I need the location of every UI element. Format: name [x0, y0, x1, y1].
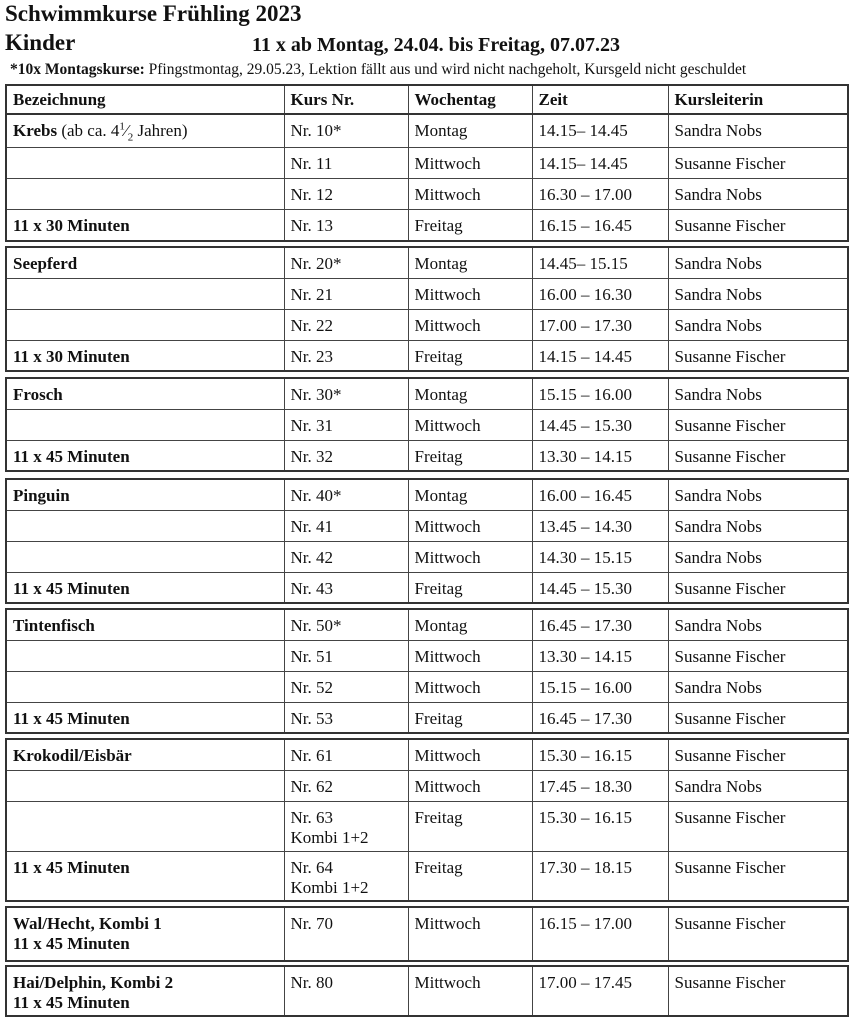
course-nr: Nr. 41	[284, 510, 408, 541]
course-time: 16.45 – 17.30	[532, 609, 668, 640]
course-time: 17.30 – 18.15	[532, 851, 668, 901]
course-teacher: Sandra Nobs	[668, 378, 848, 409]
course-teacher: Susanne Fischer	[668, 210, 848, 241]
course-time: 17.45 – 18.30	[532, 770, 668, 801]
course-day: Mittwoch	[408, 278, 532, 309]
table-row	[6, 671, 848, 702]
course-teacher: Susanne Fischer	[668, 801, 848, 851]
course-day: Freitag	[408, 851, 532, 901]
course-teacher: Susanne Fischer	[668, 409, 848, 440]
course-teacher: Susanne Fischer	[668, 640, 848, 671]
course-day: Mittwoch	[408, 770, 532, 801]
group-duration: 11 x 30 Minuten	[6, 210, 284, 241]
course-group-pinguin	[5, 478, 849, 604]
course-day: Mittwoch	[408, 541, 532, 572]
group-duration: 11 x 45 Minuten	[6, 702, 284, 733]
group-duration: 11 x 45 Minuten	[6, 572, 284, 603]
group-duration: 11 x 45 Minuten	[13, 934, 130, 953]
course-nr: Nr. 64 Kombi 1+2	[284, 851, 408, 901]
group-name: Wal/Hecht, Kombi 1 11 x 45 Minuten	[6, 907, 284, 961]
course-nr: Nr. 42	[284, 541, 408, 572]
group-duration: 11 x 30 Minuten	[6, 340, 284, 371]
course-nr: Nr. 70	[284, 907, 408, 961]
course-time: 16.15 – 16.45	[532, 210, 668, 241]
course-time: 16.00 – 16.30	[532, 278, 668, 309]
course-nr: Nr. 10*	[284, 114, 408, 148]
course-time: 14.15– 14.45	[532, 114, 668, 148]
course-day: Freitag	[408, 340, 532, 371]
table-row	[6, 409, 848, 440]
course-teacher: Sandra Nobs	[668, 609, 848, 640]
column-header-wochentag: Wochentag	[408, 85, 532, 114]
course-nr: Nr. 40*	[284, 479, 408, 510]
course-time: 16.30 – 17.00	[532, 179, 668, 210]
course-teacher: Susanne Fischer	[668, 966, 848, 1016]
course-teacher: Sandra Nobs	[668, 247, 848, 278]
group-duration: 11 x 45 Minuten	[13, 993, 130, 1012]
course-teacher: Sandra Nobs	[668, 770, 848, 801]
page-title: Schwimmkurse Frühling 2023	[5, 1, 302, 26]
table-row	[6, 309, 848, 340]
course-nr: Nr. 21	[284, 278, 408, 309]
table-row	[6, 739, 848, 770]
course-time: 14.45– 15.15	[532, 247, 668, 278]
course-nr-sub: Kombi 1+2	[290, 827, 369, 847]
course-time: 14.30 – 15.15	[532, 541, 668, 572]
course-group-krebs	[5, 113, 849, 242]
group-name: Krokodil/Eisbär	[6, 739, 284, 770]
course-day: Mittwoch	[408, 409, 532, 440]
course-day: Montag	[408, 247, 532, 278]
column-header-zeit: Zeit	[532, 85, 668, 114]
course-nr: Nr. 63 Kombi 1+2	[284, 801, 408, 851]
course-nr-sub: Kombi 1+2	[290, 877, 369, 897]
table-row	[6, 907, 848, 961]
course-teacher: Susanne Fischer	[668, 702, 848, 733]
course-nr: Nr. 61	[284, 739, 408, 770]
column-header-kurs-nr: Kurs Nr.	[284, 85, 408, 114]
course-nr: Nr. 20*	[284, 247, 408, 278]
course-nr: Nr. 32	[284, 440, 408, 471]
course-nr: Nr. 11	[284, 148, 408, 179]
table-row	[6, 572, 848, 603]
course-time: 15.15 – 16.00	[532, 671, 668, 702]
course-day: Mittwoch	[408, 671, 532, 702]
course-nr: Nr. 31	[284, 409, 408, 440]
course-teacher: Sandra Nobs	[668, 278, 848, 309]
course-time: 13.45 – 14.30	[532, 510, 668, 541]
course-time: 17.00 – 17.30	[532, 309, 668, 340]
course-day: Mittwoch	[408, 966, 532, 1016]
course-time: 14.15 – 14.45	[532, 340, 668, 371]
course-day: Montag	[408, 479, 532, 510]
course-teacher: Sandra Nobs	[668, 541, 848, 572]
course-group-tintenfisch	[5, 608, 849, 734]
course-day: Mittwoch	[408, 148, 532, 179]
course-time: 16.45 – 17.30	[532, 702, 668, 733]
course-teacher: Sandra Nobs	[668, 479, 848, 510]
course-teacher: Sandra Nobs	[668, 309, 848, 340]
course-time: 16.15 – 17.00	[532, 907, 668, 961]
group-duration: 11 x 45 Minuten	[6, 851, 284, 901]
table-row	[6, 541, 848, 572]
course-nr: Nr. 12	[284, 179, 408, 210]
course-nr: Nr. 23	[284, 340, 408, 371]
course-time: 15.30 – 16.15	[532, 739, 668, 770]
course-teacher: Sandra Nobs	[668, 179, 848, 210]
group-name: Hai/Delphin, Kombi 2 11 x 45 Minuten	[6, 966, 284, 1016]
course-nr: Nr. 22	[284, 309, 408, 340]
course-group-krokodil-eisbaer	[5, 738, 849, 902]
note-label: *10x Montagskurse:	[10, 61, 145, 78]
column-header-bezeichnung: Bezeichnung	[6, 85, 284, 114]
course-group-frosch	[5, 377, 849, 472]
course-day: Mittwoch	[408, 179, 532, 210]
course-nr: Nr. 43	[284, 572, 408, 603]
course-time: 14.45 – 15.30	[532, 572, 668, 603]
course-nr: Nr. 30*	[284, 378, 408, 409]
course-day: Mittwoch	[408, 739, 532, 770]
table-row	[6, 340, 848, 371]
course-teacher: Sandra Nobs	[668, 671, 848, 702]
monday-note	[10, 61, 746, 79]
course-nr: Nr. 51	[284, 640, 408, 671]
table-row	[6, 247, 848, 278]
group-duration: 11 x 45 Minuten	[6, 440, 284, 471]
course-nr: Nr. 80	[284, 966, 408, 1016]
table-row	[6, 966, 848, 1016]
table-row	[6, 114, 848, 148]
group-name: Frosch	[6, 378, 284, 409]
course-nr: Nr. 53	[284, 702, 408, 733]
table-row	[6, 640, 848, 671]
course-time: 15.15 – 16.00	[532, 378, 668, 409]
course-time: 14.15– 14.45	[532, 148, 668, 179]
group-name: Tintenfisch	[6, 609, 284, 640]
group-name: Seepferd	[6, 247, 284, 278]
course-day: Mittwoch	[408, 309, 532, 340]
table-row	[6, 179, 848, 210]
course-day: Mittwoch	[408, 640, 532, 671]
table-row	[6, 479, 848, 510]
course-teacher: Sandra Nobs	[668, 114, 848, 148]
course-day: Montag	[408, 378, 532, 409]
course-teacher: Susanne Fischer	[668, 572, 848, 603]
course-day: Freitag	[408, 801, 532, 851]
course-nr: Nr. 52	[284, 671, 408, 702]
course-time: 17.00 – 17.45	[532, 966, 668, 1016]
course-day: Freitag	[408, 210, 532, 241]
table-row	[6, 702, 848, 733]
table-row	[6, 851, 848, 901]
table-row	[6, 510, 848, 541]
course-teacher: Susanne Fischer	[668, 440, 848, 471]
table-row	[6, 440, 848, 471]
course-group-wal-hecht	[5, 906, 849, 962]
course-time: 14.45 – 15.30	[532, 409, 668, 440]
group-name: Krebs (ab ca. $4^1⁄_2$ Jahren)	[6, 114, 284, 148]
course-group-hai-delphin	[5, 965, 849, 1017]
course-nr: Nr. 62	[284, 770, 408, 801]
group-name: Pinguin	[6, 479, 284, 510]
column-header-kursleiterin: Kursleiterin	[668, 85, 848, 114]
course-time: 13.30 – 14.15	[532, 640, 668, 671]
course-time: 16.00 – 16.45	[532, 479, 668, 510]
table-row	[6, 609, 848, 640]
course-teacher: Susanne Fischer	[668, 851, 848, 901]
course-day: Freitag	[408, 572, 532, 603]
course-day: Montag	[408, 609, 532, 640]
table-row	[6, 148, 848, 179]
course-day: Montag	[408, 114, 532, 148]
course-day: Mittwoch	[408, 510, 532, 541]
note-text: Pfingstmontag, 29.05.23, Lektion fällt aus und wird nicht nachgeholt, Kursgeld nicht geschuldet	[144, 61, 747, 78]
table-row	[6, 210, 848, 241]
course-time: 13.30 – 14.15	[532, 440, 668, 471]
course-teacher: Susanne Fischer	[668, 739, 848, 770]
course-teacher: Susanne Fischer	[668, 340, 848, 371]
course-teacher: Sandra Nobs	[668, 510, 848, 541]
course-time: 15.30 – 16.15	[532, 801, 668, 851]
page-subtitle: Kinder	[5, 30, 76, 55]
course-nr: Nr. 50*	[284, 609, 408, 640]
date-range: 11 x ab Montag, 24.04. bis Freitag, 07.07.23	[252, 34, 620, 56]
course-group-seepferd	[5, 246, 849, 372]
course-teacher: Susanne Fischer	[668, 907, 848, 961]
course-day: Freitag	[408, 702, 532, 733]
table-row	[6, 801, 848, 851]
table-row	[6, 378, 848, 409]
course-day: Mittwoch	[408, 907, 532, 961]
table-row	[6, 278, 848, 309]
table-header	[5, 84, 849, 115]
table-row	[6, 770, 848, 801]
course-teacher: Susanne Fischer	[668, 148, 848, 179]
course-day: Freitag	[408, 440, 532, 471]
course-nr: Nr. 13	[284, 210, 408, 241]
